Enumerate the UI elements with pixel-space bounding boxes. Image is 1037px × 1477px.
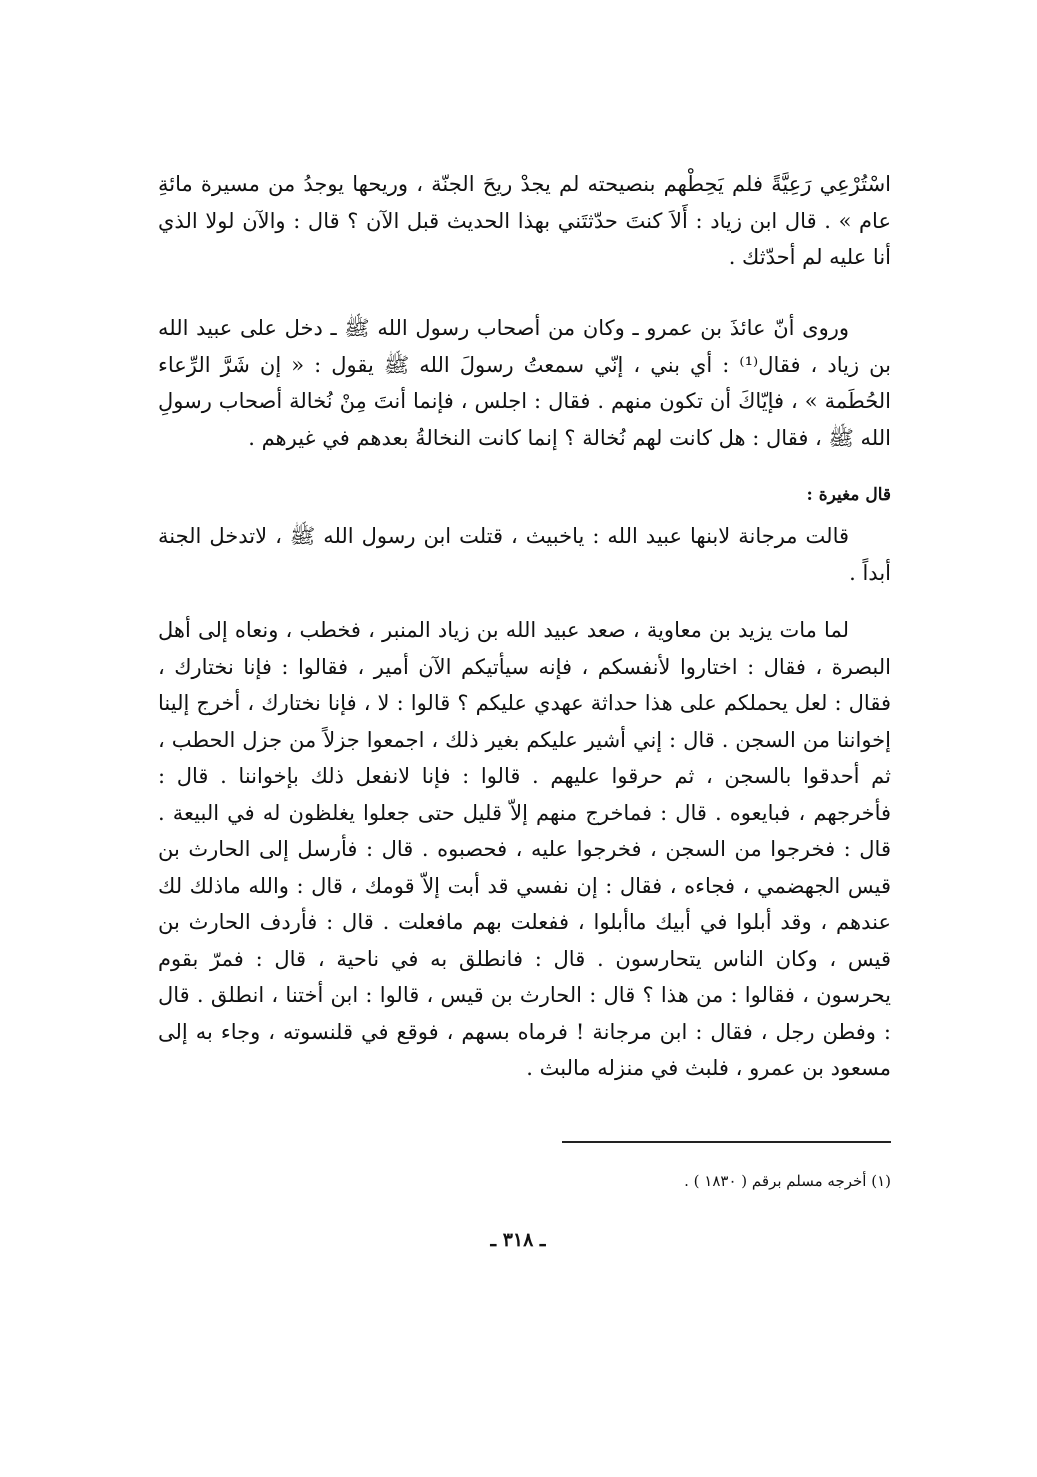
paragraph-text: اسْتُرْعِي رَعِيَّةً فلم يَحِطْهم بنصيحته لم يجدْ ريحَ الجنّة ، وريحها يوجدُ من مسيرة مائةِ عام » . قال ابن زياد : أَلاَ كنتَ حدّثتَني بهذا الحديث قبل الآن ؟ قال : والآن لولا الذي أنا عليه لم أحدّثك . [158,172,891,269]
footnote-divider [562,1141,891,1143]
paragraph-yazid-death [158,612,891,1087]
paragraph-text: وروى أنّ عائذَ بن عمرو ـ وكان من أصحاب رسول الله ﷺ ـ دخل على عبيد الله بن زياد ، فقال⁽¹⁾ : أي بني ، إنّي سمعتُ رسولَ الله ﷺ يقول : « إن شَرَّ الرِّعاء الحُطَمة » ، فإيّاكَ أن تكون منهم . فقال : اجلس ، فإنما أنتَ مِنْ نُخالة أصحاب رسولِ الله ﷺ ، فقال : هل كانت لهم نُخالة ؟ إنما كانت النخالةُ بعدهم في غيرهم . [158,316,891,450]
paragraph-aidh-bin-amr [158,310,891,456]
paragraph-text: لما مات يزيد بن معاوية ، صعد عبيد الله بن زياد المنبر ، فخطب ، ونعاه إلى أهل البصرة ، فقال : اختاروا لأنفسكم ، فإنه سيأتيكم الآن أمير ، فقالوا : فإنا نختارك ، فقال : لعل يحملكم على هذا حداثة عهدي عليكم ؟ قالوا : لا ، فإنا نختارك ، أخرج إلينا إخواننا من السجن . قال : إني أشير عليكم بغير ذلك ، اجمعوا جزلاً من جزل الحطب ، ثم أحدقوا بالسجن ، ثم حرقوا عليهم . قالوا : فإنا لانفعل ذلك بإخواننا . قال : فأخرجهم ، فبايعوه . قال : فماخرج منهم إلاّ قليل حتى جعلوا يغلظون له في البيعة . قال : فخرجوا من السجن ، فخرجوا عليه ، فحصبوه . قال : فأرسل إلى الحارث بن قيس الجهضمي ، فجاءه ، فقال : إن نفسي قد أبت إلاّ قومك ، قال : والله ماذلك لك عندهم ، وقد أبلوا في أبيك ماأبلوا ، ففعلت بهم مافعلت . قال : فأردف الحارث بن قيس ، وكان الناس يتحارسون . قال : فانطلق به في ناحية ، قال : فمرّ بقوم يحرسون ، فقالوا : من هذا ؟ قال : الحارث بن قيس ، قالوا : ابن أختنا ، انطلق . قال : وفطن رجل ، فقال : ابن مرجانة ! فرماه بسهم ، فوقع في قلنسوته ، وجاء به إلى مسعود بن عمرو ، فلبث في منزله مالبث . [158,618,891,1080]
page-number: ـ ٣١٨ ـ [490,1229,546,1251]
section-heading [158,483,891,507]
paragraph-continuation [158,166,891,276]
paragraph-marjana [158,518,891,591]
heading-text: قال مغيرة : [806,485,891,505]
paragraph-text: قالت مرجانة لابنها عبيد الله : ياخبيث ، قتلت ابن رسول الله ﷺ ، لاتدخل الجنة أبداً . [158,524,891,585]
footnote: (١) أخرجه مسلم برقم ( ١٨٣٠ ) . [684,1172,891,1190]
